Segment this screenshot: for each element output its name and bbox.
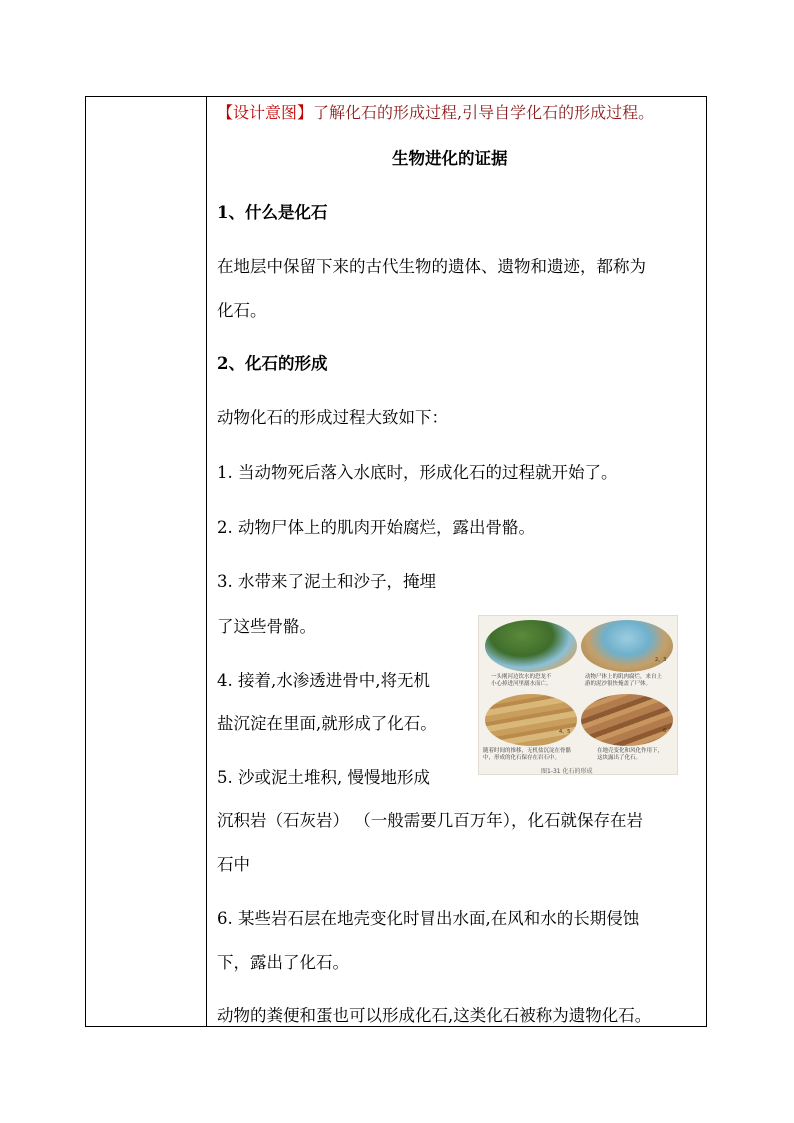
figure-caption-1-line2: 小心掉进河里溺水而亡。 — [491, 681, 552, 687]
figure-tag-4: 6 — [663, 728, 667, 734]
section1-paragraph-line1: 在地层中保留下来的古代生物的遗体、遗物和遗迹，都称为 — [217, 257, 646, 276]
step-4-line2: 盐沉淀在里面,就形成了化石。 — [217, 714, 437, 733]
section1-heading: 1、什么是化石 — [217, 203, 328, 222]
step-6-line1: 6. 某些岩石层在地壳变化时冒出水面,在风和水的长期侵蚀 — [217, 909, 640, 928]
step-5-line1: 5. 沙或泥土堆积, 慢慢地形成 — [217, 768, 430, 787]
page-title: 生物进化的证据 — [392, 149, 508, 168]
step-1: 1. 当动物死后落入水底时，形成化石的过程就开始了。 — [217, 463, 618, 482]
figure-caption-4-line1: 在地壳变化和风化作用下， — [597, 748, 664, 754]
figure-caption-2-line2: 游的泥沙很快掩盖了尸体。 — [585, 681, 652, 687]
section2-intro: 动物化石的形成过程大致如下： — [217, 408, 448, 427]
step-3-line2: 了这些骨骼。 — [217, 617, 316, 636]
lesson-table — [85, 96, 707, 1027]
closing-paragraph: 动物的粪便和蛋也可以形成化石,这类化石被称为遗物化石。 — [217, 1006, 652, 1025]
fossil-formation-figure — [478, 615, 678, 775]
section1-paragraph-line2: 化石。 — [217, 301, 267, 320]
figure-panel-4 — [581, 694, 673, 746]
step-5-line2: 沉积岩（石灰岩） （一般需要几百万年），化石就保存在岩 — [217, 811, 643, 830]
figure-caption-3-line1: 随着时间的推移，无机盐沉淀在骨骼 — [483, 748, 572, 754]
figure-panel-3 — [485, 694, 577, 746]
step-5-line3: 石中 — [217, 855, 250, 874]
figure-caption-4-line2: 这块露出了化石。 — [597, 755, 642, 761]
column-divider — [206, 97, 207, 1026]
design-intent-text: 了解化石的形成过程,引导自学化石的形成过程。 — [313, 103, 655, 122]
figure-caption-3-line2: 中，形成的化石保存在岩石中。 — [483, 755, 561, 761]
figure-tag-3: 4、5 — [559, 729, 571, 735]
section2-heading: 2、化石的形成 — [217, 354, 328, 373]
figure-panel-1 — [485, 620, 577, 672]
design-intent-label: 【设计意图】 — [217, 103, 314, 122]
step-4-line1: 4. 接着,水渗透进骨中,将无机 — [217, 671, 430, 690]
figure-tag-2: 2、3 — [655, 657, 667, 663]
step-2: 2. 动物尸体上的肌肉开始腐烂，露出骨骼。 — [217, 518, 535, 537]
figure-panel-2 — [581, 620, 673, 672]
step-6-line2: 下，露出了化石。 — [217, 953, 349, 972]
figure-caption-2-line1: 动物尸体上的肌肉腐烂，来自上 — [585, 674, 663, 680]
figure-caption-1-line1: 一头刚河边饮水的恐龙不 — [491, 674, 552, 680]
design-intent — [217, 103, 654, 123]
figure-label: 图1-31 化石的形成 — [541, 768, 593, 775]
step-3-line1: 3. 水带来了泥土和沙子，掩埋 — [217, 572, 436, 591]
